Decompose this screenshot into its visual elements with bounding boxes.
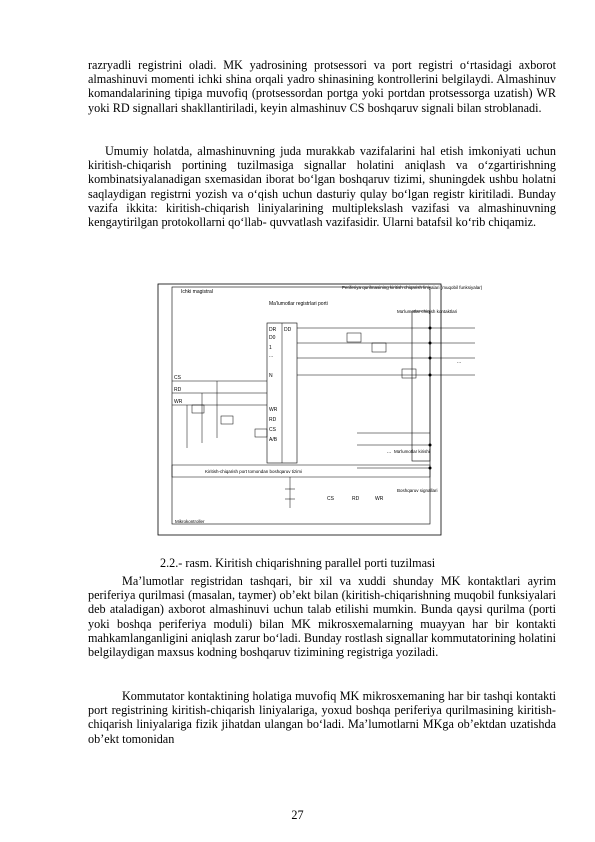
label-bus: Kiritish-chiqarish port tomondan boshqaruv tizimi <box>205 469 303 474</box>
reg-ab-label: A/B <box>269 437 278 443</box>
col-dd: DD <box>284 327 292 333</box>
label-mcu: Mikrokontroller <box>175 519 205 524</box>
bottom-cs: CS <box>327 496 334 502</box>
mcu-boundary <box>172 287 430 524</box>
mid-dots: ... <box>387 449 392 455</box>
label-control: Boshqaruv signallari <box>397 488 438 493</box>
label-core: Ichki magistral <box>181 289 213 295</box>
signal-wr: WR <box>174 399 183 405</box>
page-number: 27 <box>291 808 304 822</box>
paragraph-1: razryadli registrini oladi. MK yadrosining protsessori va port registri o‘rtasidagi axborot almashinuvi momenti ichki shina orqali yadro shinasining kontrollerini belgilaydi. Almashinuv komandalarining tipiga muvofiq (protsessordan portga yoki portdan protsessorga uzatish) WR yoki RD signallari shakllantiriladi, keyin almashinuv CS boshqaruv signali bilan stroblanadi. <box>88 58 556 115</box>
signal-rd: RD <box>174 387 182 393</box>
reg-wr-label: WR <box>269 407 278 413</box>
reg-cs-label: CS <box>269 427 276 433</box>
label-inputs: Ma'lumotlar kirishi <box>394 449 430 454</box>
reg-rd-label: RD <box>269 417 277 423</box>
paragraph-3: Ma’lumotlar registridan tashqari, bir xil va xuddi shunday MK kontaktlari ayrim periferiya qurilmasi (masalan, taymer) ob’ekt bilan (kiritish-chiqarishning muqobil funksiyalari deb ataladigan) axborot almashinuvi uchun talab etilishi mumkin. Bunda qaysi qurilma (porti yoki boshqa periferiya moduli) bilan MK mikrosxemalarning muayyan har bir kontakti mahkamlanganligini aniqlash zarur bo‘ladi. Bunday rostlash signallar kommutatorining holatini belgilaydigan maxsus kodning boshqaruv tizimining registriga yoziladi. <box>88 574 556 660</box>
right-dots: ... <box>457 359 462 365</box>
col-dr: DR <box>269 327 277 333</box>
label-periphery: Periferiya qurilmasining kiritish chiqarish liniyalari (muqobil funksiyalar) <box>342 285 483 290</box>
port-structure-figure <box>157 283 483 536</box>
reg-dn: N <box>269 373 273 379</box>
figure-caption: 2.2.- rasm. Kiritish chiqarishning parallel porti tuzilmasi <box>160 556 436 570</box>
reg-d1: 1 <box>269 345 272 351</box>
reg-d0: D0 <box>269 335 276 341</box>
paragraph-4: Kommutator kontaktining holatiga muvofiq MK mikrosxemaning har bir tashqi kontakti port registrining kiritish-chiqarish liniyalariga, yoxud boshqa periferiya qurilmasining kiritish-chiqarish liniyalariga fizik jihatdan ulangan bo‘ladi. Ma’lumotlarni MKga ob’ektdan uzatishda ob’ekt tomonidan <box>88 689 556 746</box>
io-pins-block <box>412 311 430 461</box>
reg-dots: ... <box>269 353 274 359</box>
figure-border <box>158 284 441 535</box>
bottom-rd: RD <box>352 496 360 502</box>
paragraph-2: Umumiy holatda, almashinuvning juda murakkab vazifalarini hal etish imkoniyati uchun kiritish-chiqarish portining tuzilmasiga signallar holatini aniqlash va o‘zgartirishning kombinatsiyalanadigan sxemasidan iborat bo‘lgan boshqaruv tizimi, shuningdek ushbu holatni saqlaydigan registrni yozish va o‘qish uchun dasturiy qulay bo‘lgan registr kiritiladi. Bunday vazifa ikkita: kiritish-chiqarish liniyalarining multiplekslash vazifasi va almashinuvning kengaytirilgan protokollarni qo‘llab- quvvatlash vazifasidir. Ularni batafsil ko‘rib chiqamiz. <box>88 144 556 230</box>
label-outputs: Ma'lumotlar chiqish kontaktlari <box>397 309 458 314</box>
bottom-wr: WR <box>375 496 384 502</box>
port-diagram <box>157 283 483 536</box>
signal-cs: CS <box>174 375 181 381</box>
label-register: Ma'lumotlar registrlari porti <box>269 301 328 307</box>
